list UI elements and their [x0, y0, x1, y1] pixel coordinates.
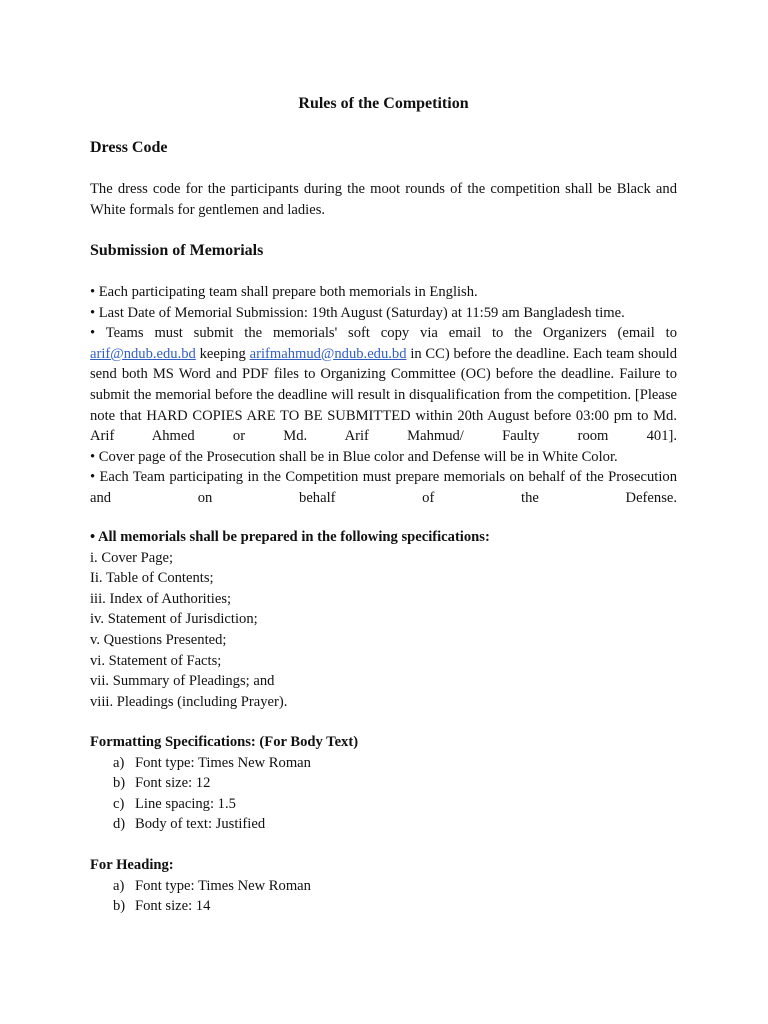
formatting-body-section [90, 732, 677, 753]
list-marker: c) [113, 795, 125, 812]
spec-item-statement-of-jurisdiction: iv. Statement of Jurisdiction; [90, 611, 258, 628]
submission-bullet-english: • Each participating team shall prepare both memorials in English. [90, 284, 478, 300]
dress-code-heading: Dress Code [90, 139, 168, 156]
list-item-text: Font size: 14 [135, 898, 211, 915]
list-marker: b) [113, 775, 126, 792]
submission-bullet-cover-color: • Cover page of the Prosecution shall be in Blue color and Defense will be in White Color. [90, 448, 618, 465]
list-item [90, 753, 677, 774]
spec-item-cover-page: i. Cover Page; [90, 549, 174, 566]
email-link-arif[interactable]: arif@ndub.edu.bd [90, 345, 196, 362]
list-item [90, 876, 677, 897]
list-item-text: Font type: Times New Roman [135, 754, 311, 771]
spec-item-index-of-authorities: iii. Index of Authorities; [90, 590, 232, 607]
submission-bullet-email [90, 323, 677, 447]
list-item-text: Body of text: Justified [135, 816, 266, 833]
spec-item-statement-of-facts: vi. Statement of Facts; [90, 652, 222, 669]
list-marker: a) [113, 877, 125, 894]
spec-item-table-of-contents: Ii. Table of Contents; [90, 570, 214, 587]
submission-bullet-both-sides: • Each Team participating in the Competition must prepare memorials on behalf of the Prosecution and on behalf of the Defense. [90, 469, 677, 506]
list-item [90, 773, 677, 794]
list-item-text: Line spacing: 1.5 [135, 795, 236, 812]
document-title: Rules of the Competition [298, 95, 469, 112]
list-item [90, 814, 677, 835]
list-item [90, 794, 677, 815]
list-marker: d) [113, 816, 126, 833]
submission-bullets [90, 282, 677, 509]
spec-item-summary-of-pleadings: vii. Summary of Pleadings; and [90, 673, 275, 690]
submission-heading: Submission of Memorials [90, 242, 264, 259]
list-marker: b) [113, 898, 126, 915]
email-keeping-text: keeping [199, 345, 246, 362]
formatting-heading-list [90, 876, 677, 917]
dress-code-paragraph: The dress code for the participants during the moot rounds of the competition shall be Black and White formals for gentlemen and ladies. [90, 181, 677, 218]
email-instruction-text: • Teams must submit the memorials' soft copy via email to the Organizers (email to [90, 325, 677, 342]
spec-item-questions-presented: v. Questions Presented; [90, 631, 227, 648]
submission-bullet-deadline: • Last Date of Memorial Submission: 19th August (Saturday) at 11:59 am Bangladesh time. [90, 304, 625, 321]
formatting-heading-section [90, 855, 677, 876]
specifications-heading: • All memorials shall be prepared in the following specifications: [90, 529, 490, 545]
formatting-body-heading: Formatting Specifications: (For Body Text) [90, 734, 359, 750]
email-link-arifmahmud[interactable]: arifmahmud@ndub.edu.bd [249, 345, 407, 362]
formatting-body-list [90, 753, 677, 835]
list-item-text: Font size: 12 [135, 775, 211, 792]
list-item [90, 896, 677, 917]
list-marker: a) [113, 754, 125, 771]
specifications-section [90, 527, 677, 712]
email-deadline-text: in CC) before the deadline. Each team should send both MS Word and PDF files to Organizing Committee (OC) before the deadline. Failure to submit the memorial before the deadline will result in disqualification from the competition. [Please note that HARD COPIES ARE TO BE SUBMITTED within 20th August before 03:00 pm to Md. Arif Ahmed or Md. Arif Mahmud/ Faulty room 401]. [90, 345, 677, 445]
formatting-heading-heading: For Heading: [90, 857, 174, 873]
list-item-text: Font type: Times New Roman [135, 877, 311, 894]
spec-item-pleadings: viii. Pleadings (including Prayer). [90, 693, 288, 710]
